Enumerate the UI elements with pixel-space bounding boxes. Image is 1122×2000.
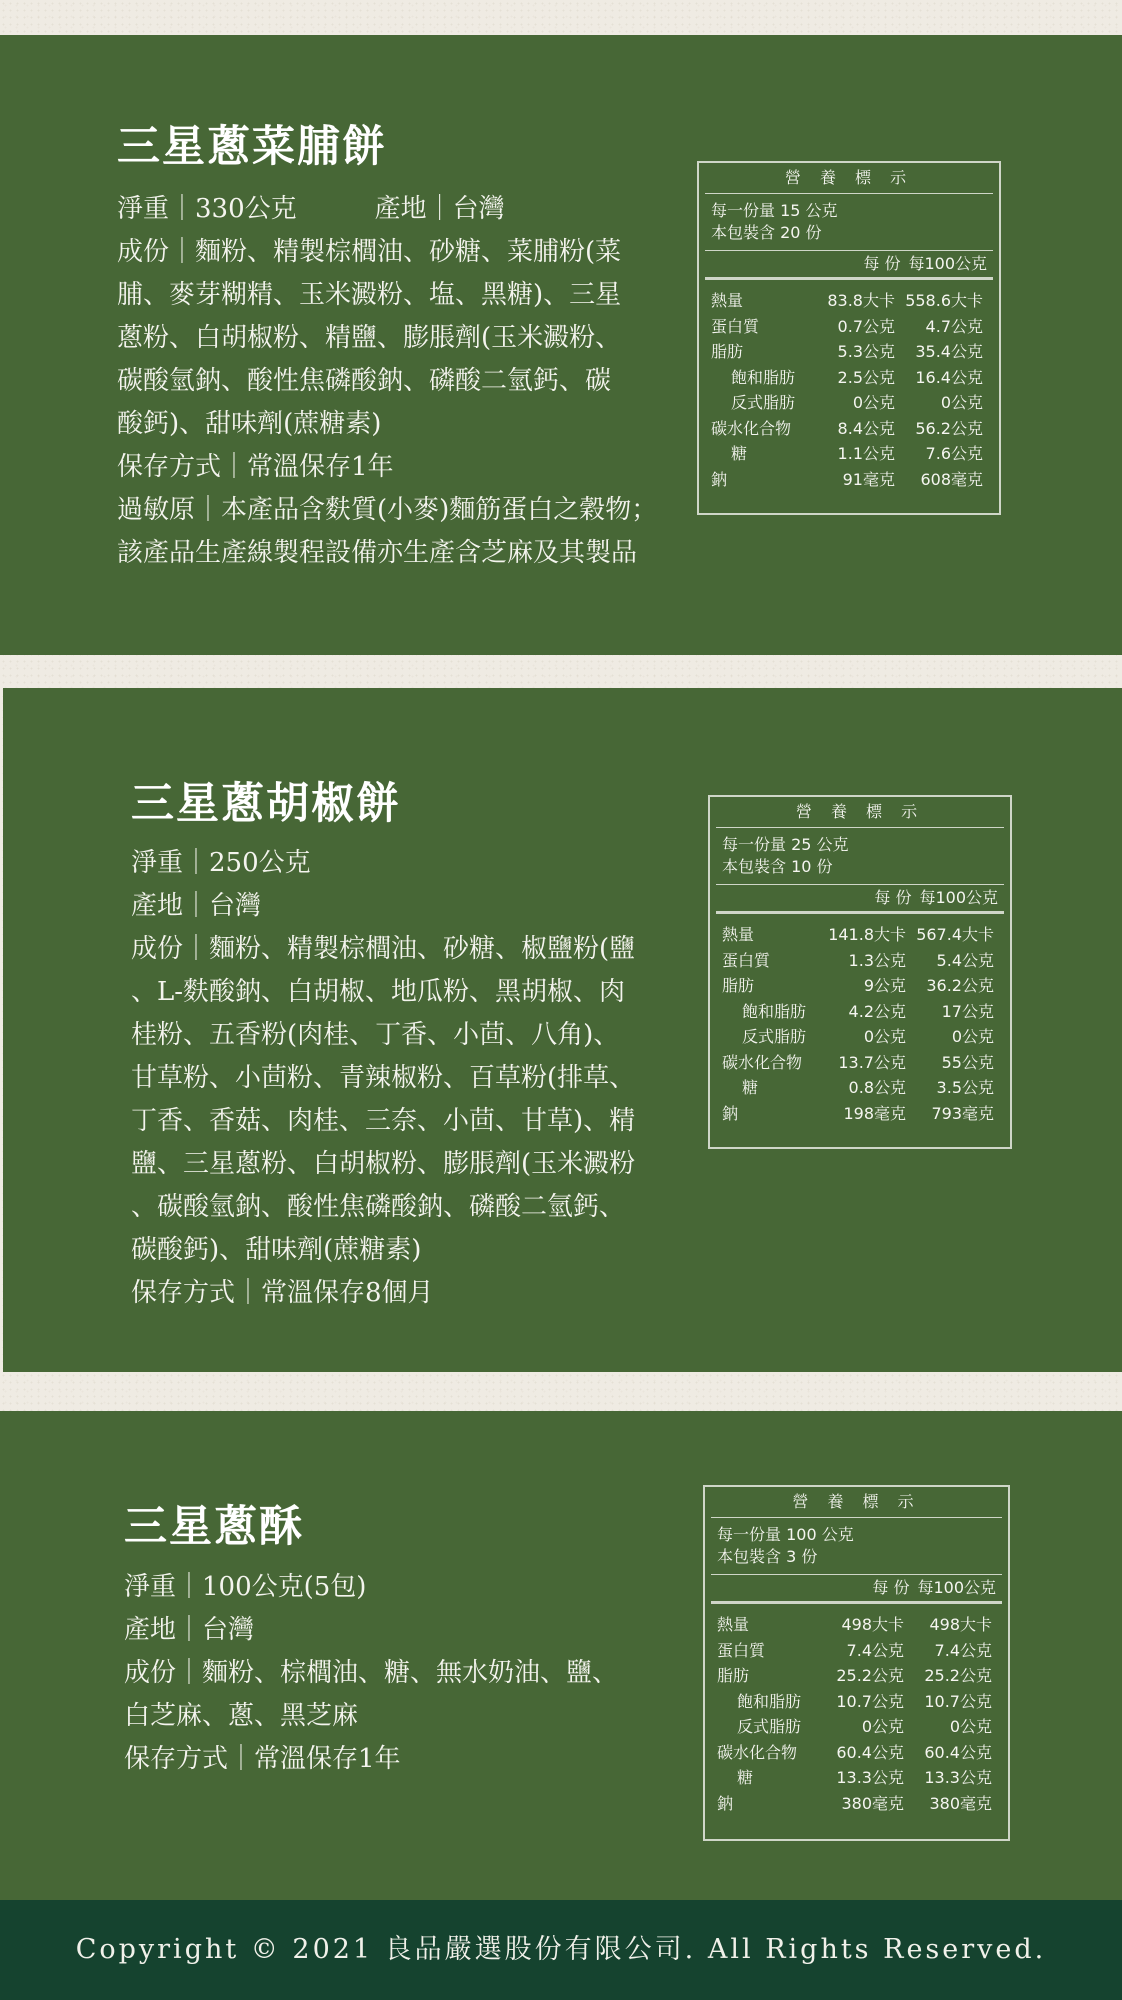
product-title: 三星蔥菜脯餅 — [117, 122, 387, 172]
value-per-100g: 56.2公克 — [915, 418, 983, 438]
value-per-100g: 608毫克 — [920, 469, 983, 489]
column-per-100g: 每100公克 — [908, 254, 987, 273]
servings-per-pack: 本包裝含 10 份 — [722, 857, 833, 876]
value-per-100g: 5.4公克 — [936, 950, 994, 970]
description-line: 、碳酸氫鈉、酸性焦磷酸鈉、磷酸二氫鈣、 — [131, 1192, 626, 1222]
nutrition-column-header — [716, 884, 1004, 914]
serving-size: 每一份量 15 公克 — [711, 201, 838, 220]
value-per-serving: 0公克 — [861, 1717, 904, 1736]
product-description — [124, 1566, 618, 1781]
description-segment: 產地｜台灣 — [374, 194, 505, 224]
servings-per-pack: 本包裝含 20 份 — [711, 223, 822, 242]
value-per-serving: 498大卡 — [841, 1615, 904, 1634]
nutrient-label: 糖 — [742, 1078, 759, 1097]
serving-info — [699, 194, 999, 248]
value-per-serving: 2.5公克 — [837, 367, 895, 387]
nutrition-row — [717, 1791, 1000, 1817]
product-panel-1 — [0, 35, 1122, 655]
nutrition-row — [717, 1689, 1000, 1715]
value-per-100g: 567.4大卡 — [916, 925, 994, 944]
nutrition-row — [722, 922, 1002, 948]
value-per-100g: 0公克 — [940, 393, 983, 412]
nutrition-row — [711, 441, 991, 467]
value-per-serving: 1.1公克 — [837, 444, 895, 463]
nutrition-row — [722, 1050, 1002, 1076]
value-per-serving: 91毫克 — [842, 469, 895, 489]
value-per-serving: 0公克 — [852, 393, 895, 412]
nutrition-row — [711, 416, 991, 442]
value-per-serving: 13.3公克 — [836, 1768, 904, 1787]
value-per-100g: 10.7公克 — [924, 1691, 992, 1711]
column-per-serving: 每 份 — [872, 1578, 910, 1597]
value-per-serving: 83.8大卡 — [827, 291, 895, 310]
nutrition-row — [717, 1740, 1000, 1766]
description-line: 淨重｜250公克 — [131, 848, 311, 878]
nutrition-table — [697, 161, 1001, 515]
value-per-100g: 4.7公克 — [925, 316, 983, 336]
nutrition-table — [708, 795, 1012, 1149]
nutrition-row — [717, 1663, 1000, 1689]
nutrition-rows — [705, 1604, 1008, 1816]
nutrient-label: 鈉 — [717, 1793, 734, 1813]
product-title: 三星蔥胡椒餅 — [131, 779, 401, 829]
description-line: 成份｜麵粉、棕櫚油、糖、無水奶油、鹽、 — [124, 1658, 619, 1688]
value-per-serving: 380毫克 — [841, 1793, 904, 1813]
column-per-100g: 每100公克 — [917, 1578, 996, 1597]
description-line: 保存方式｜常溫保存1年 — [117, 452, 394, 482]
description-line: 成份｜麵粉、精製棕櫚油、砂糖、椒鹽粉(鹽 — [131, 934, 636, 964]
value-per-serving: 0公克 — [863, 1027, 906, 1046]
nutrition-row — [722, 1024, 1002, 1050]
value-per-100g: 0公克 — [951, 1027, 994, 1046]
nutrient-label: 熱量 — [711, 291, 744, 310]
description-line: 產地｜台灣 — [131, 891, 262, 921]
value-per-100g: 17公克 — [941, 1001, 994, 1021]
nutrient-label: 反式脂肪 — [731, 393, 796, 412]
value-per-100g: 558.6大卡 — [905, 291, 983, 310]
nutrition-row — [711, 365, 991, 391]
description-line: 脯、麥芽糊精、玉米澱粉、塩、黑糖)、三星 — [117, 280, 622, 310]
value-per-100g: 380毫克 — [929, 1793, 992, 1813]
value-per-serving: 10.7公克 — [836, 1691, 904, 1711]
value-per-100g: 7.6公克 — [925, 444, 983, 463]
nutrition-row — [711, 339, 991, 365]
nutrient-label: 反式脂肪 — [742, 1027, 807, 1046]
column-per-serving: 每 份 — [874, 888, 912, 907]
nutrient-label: 飽和脂肪 — [731, 367, 796, 387]
serving-size: 每一份量 25 公克 — [722, 835, 849, 854]
description-line: 甘草粉、小茴粉、青辣椒粉、百草粉(排草、 — [131, 1063, 636, 1093]
nutrition-row — [717, 1612, 1000, 1638]
footer-copyright: Copyright © 2021 良品嚴選股份有限公司. All Rights Reserved. — [0, 1900, 1122, 2000]
value-per-serving: 141.8大卡 — [828, 925, 906, 944]
product-panel-2 — [3, 688, 1122, 1372]
nutrient-label: 熱量 — [722, 925, 755, 944]
description-line: 保存方式｜常溫保存8個月 — [131, 1278, 434, 1308]
description-line: 酸鈣)、甜味劑(蔗糖素) — [117, 409, 382, 439]
nutrient-label: 飽和脂肪 — [742, 1001, 807, 1021]
value-per-100g: 36.2公克 — [926, 976, 994, 995]
nutrition-rows — [699, 280, 999, 492]
value-per-serving: 25.2公克 — [836, 1666, 904, 1685]
description-line: 成份｜麵粉、精製棕櫚油、砂糖、菜脯粉(菜 — [117, 237, 622, 267]
value-per-serving: 9公克 — [863, 976, 906, 995]
serving-info — [705, 1518, 1008, 1572]
nutrient-label: 碳水化合物 — [717, 1742, 798, 1762]
product-description — [117, 188, 657, 575]
product-panel-3 — [0, 1411, 1122, 1900]
description-line: 丁香、香菇、肉桂、三奈、小茴、甘草)、精 — [131, 1106, 636, 1136]
nutrition-header: 營 養 標 示 — [716, 797, 1004, 828]
nutrition-rows — [710, 914, 1010, 1126]
value-per-serving: 0.7公克 — [837, 316, 895, 336]
nutrition-header: 營 養 標 示 — [711, 1487, 1002, 1518]
description-line: 碳酸鈣)、甜味劑(蔗糖素) — [131, 1235, 422, 1265]
nutrient-label: 糖 — [737, 1768, 754, 1787]
nutrition-row — [717, 1638, 1000, 1664]
nutrition-row — [722, 1075, 1002, 1101]
nutrient-label: 蛋白質 — [717, 1640, 766, 1660]
value-per-100g: 3.5公克 — [936, 1078, 994, 1097]
value-per-100g: 498大卡 — [929, 1615, 992, 1634]
nutrient-label: 脂肪 — [722, 976, 755, 995]
nutrition-row — [722, 999, 1002, 1025]
nutrition-row — [717, 1765, 1000, 1791]
value-per-serving: 5.3公克 — [837, 342, 895, 361]
nutrient-label: 脂肪 — [711, 342, 744, 361]
value-per-100g: 793毫克 — [931, 1103, 994, 1123]
value-per-100g: 55公克 — [941, 1052, 994, 1072]
nutrient-label: 脂肪 — [717, 1666, 750, 1685]
value-per-100g: 60.4公克 — [924, 1742, 992, 1762]
description-line: 桂粉、五香粉(肉桂、丁香、小茴、八角)、 — [131, 1020, 620, 1050]
nutrient-label: 鈉 — [711, 469, 728, 489]
value-per-100g: 35.4公克 — [915, 342, 983, 361]
product-title: 三星蔥酥 — [124, 1502, 304, 1552]
nutrition-row — [717, 1714, 1000, 1740]
serving-info — [710, 828, 1010, 882]
description-segment: 淨重｜330公克 — [117, 194, 297, 224]
nutrient-label: 碳水化合物 — [722, 1052, 803, 1072]
nutrient-label: 蛋白質 — [711, 316, 760, 336]
nutrition-row — [722, 948, 1002, 974]
nutrient-label: 反式脂肪 — [737, 1717, 802, 1736]
nutrition-row — [711, 288, 991, 314]
value-per-serving: 7.4公克 — [846, 1640, 904, 1660]
nutrient-label: 碳水化合物 — [711, 418, 792, 438]
nutrition-row — [722, 973, 1002, 999]
nutrition-column-header — [711, 1574, 1002, 1604]
value-per-100g: 13.3公克 — [924, 1768, 992, 1787]
value-per-serving: 60.4公克 — [836, 1742, 904, 1762]
description-line: 淨重｜100公克(5包) — [124, 1572, 367, 1602]
value-per-serving: 1.3公克 — [848, 950, 906, 970]
description-line: 過敏原｜本產品含麩質(小麥)麵筋蛋白之穀物； — [117, 495, 658, 525]
description-line: 鹽、三星蔥粉、白胡椒粉、膨脹劑(玉米澱粉 — [131, 1149, 636, 1179]
description-line: 碳酸氫鈉、酸性焦磷酸鈉、磷酸二氫鈣、碳 — [117, 366, 612, 396]
value-per-serving: 13.7公克 — [838, 1052, 906, 1072]
nutrition-column-header — [705, 250, 993, 280]
column-per-100g: 每100公克 — [919, 888, 998, 907]
description-line: 蔥粉、白胡椒粉、精鹽、膨脹劑(玉米澱粉、 — [117, 323, 622, 353]
value-per-100g: 0公克 — [949, 1717, 992, 1736]
nutrient-label: 蛋白質 — [722, 950, 771, 970]
nutrient-label: 鈉 — [722, 1103, 739, 1123]
description-line — [117, 188, 657, 231]
value-per-serving: 0.8公克 — [848, 1078, 906, 1097]
description-line: 該產品生產線製程設備亦生產含芝麻及其製品 — [117, 538, 638, 568]
nutrition-row — [722, 1101, 1002, 1127]
value-per-100g: 7.4公克 — [934, 1640, 992, 1660]
nutrient-label: 糖 — [731, 444, 748, 463]
description-line: 白芝麻、蔥、黑芝麻 — [124, 1701, 359, 1731]
description-line: 、L-麩酸鈉、白胡椒、地瓜粉、黑胡椒、肉 — [131, 977, 626, 1007]
serving-size: 每一份量 100 公克 — [717, 1525, 854, 1544]
value-per-100g: 16.4公克 — [915, 367, 983, 387]
product-description — [131, 842, 635, 1315]
value-per-serving: 198毫克 — [843, 1103, 906, 1123]
nutrition-row — [711, 314, 991, 340]
servings-per-pack: 本包裝含 3 份 — [717, 1547, 818, 1566]
nutrition-header: 營 養 標 示 — [705, 163, 993, 194]
value-per-100g: 25.2公克 — [924, 1666, 992, 1685]
description-line: 保存方式｜常溫保存1年 — [124, 1744, 401, 1774]
nutrition-row — [711, 467, 991, 493]
column-per-serving: 每 份 — [863, 254, 901, 273]
nutrition-table — [703, 1485, 1010, 1841]
description-line: 產地｜台灣 — [124, 1615, 255, 1645]
nutrient-label: 飽和脂肪 — [737, 1691, 802, 1711]
nutrient-label: 熱量 — [717, 1615, 750, 1634]
value-per-serving: 4.2公克 — [848, 1001, 906, 1021]
value-per-serving: 8.4公克 — [837, 418, 895, 438]
nutrition-row — [711, 390, 991, 416]
